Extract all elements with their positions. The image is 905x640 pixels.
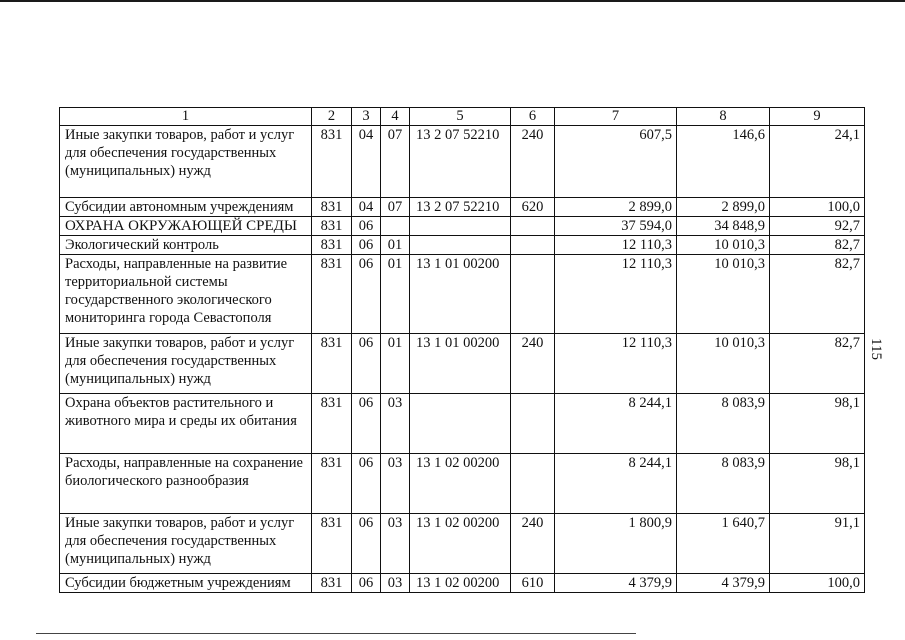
cell-executed: 34 848,9	[677, 217, 770, 236]
cell-admin-code: 831	[312, 574, 352, 593]
table-row	[60, 334, 865, 394]
cell-approved: 12 110,3	[555, 236, 677, 255]
cell-executed: 2 899,0	[677, 198, 770, 217]
cell-percent: 92,7	[770, 217, 865, 236]
cell-expense-type	[511, 217, 555, 236]
cell-expense-type: 610	[511, 574, 555, 593]
cell-name: Иные закупки товаров, работ и услуг для обеспечения государственных (муниципальных) нужд	[60, 514, 312, 574]
cell-executed: 146,6	[677, 126, 770, 198]
cell-subsection: 01	[381, 334, 410, 394]
cell-approved: 8 244,1	[555, 394, 677, 454]
cell-executed: 8 083,9	[677, 454, 770, 514]
scan-footer-line	[36, 633, 636, 634]
cell-section: 06	[352, 574, 381, 593]
cell-admin-code: 831	[312, 255, 352, 334]
cell-subsection: 03	[381, 394, 410, 454]
cell-executed: 10 010,3	[677, 236, 770, 255]
budget-table	[59, 107, 865, 593]
cell-expense-type	[511, 236, 555, 255]
col-header-1: 1	[60, 108, 312, 126]
cell-target-article: 13 1 01 00200	[410, 334, 511, 394]
cell-executed: 10 010,3	[677, 255, 770, 334]
cell-section: 06	[352, 334, 381, 394]
table-row	[60, 394, 865, 454]
cell-name: Субсидии автономным учреждениям	[60, 198, 312, 217]
table-row	[60, 454, 865, 514]
col-header-3: 3	[352, 108, 381, 126]
cell-executed: 8 083,9	[677, 394, 770, 454]
cell-percent: 82,7	[770, 334, 865, 394]
cell-subsection: 03	[381, 514, 410, 574]
cell-subsection: 01	[381, 236, 410, 255]
scan-edge-line	[0, 0, 905, 2]
cell-admin-code: 831	[312, 394, 352, 454]
cell-name: Экологический контроль	[60, 236, 312, 255]
cell-name: Расходы, направленные на развитие территориальной системы государственного экологического мониторинга города Севастополя	[60, 255, 312, 334]
cell-target-article: 13 2 07 52210	[410, 126, 511, 198]
cell-section: 06	[352, 236, 381, 255]
cell-percent: 24,1	[770, 126, 865, 198]
cell-expense-type	[511, 454, 555, 514]
cell-admin-code: 831	[312, 334, 352, 394]
cell-expense-type: 240	[511, 334, 555, 394]
cell-subsection: 01	[381, 255, 410, 334]
cell-section: 06	[352, 514, 381, 574]
cell-subsection: 07	[381, 126, 410, 198]
col-header-7: 7	[555, 108, 677, 126]
cell-name: Субсидии бюджетным учреждениям	[60, 574, 312, 593]
cell-executed: 10 010,3	[677, 334, 770, 394]
cell-name: Охрана объектов растительного и животного мира и среды их обитания	[60, 394, 312, 454]
table-row	[60, 514, 865, 574]
cell-section: 04	[352, 126, 381, 198]
table-row	[60, 574, 865, 593]
cell-name: Иные закупки товаров, работ и услуг для обеспечения государственных (муниципальных) нужд	[60, 126, 312, 198]
cell-percent: 100,0	[770, 198, 865, 217]
col-header-6: 6	[511, 108, 555, 126]
cell-percent: 82,7	[770, 255, 865, 334]
cell-expense-type	[511, 255, 555, 334]
cell-approved: 4 379,9	[555, 574, 677, 593]
page-number: 115	[868, 338, 884, 360]
cell-admin-code: 831	[312, 454, 352, 514]
header-row	[60, 108, 865, 126]
cell-name: ОХРАНА ОКРУЖАЮЩЕЙ СРЕДЫ	[60, 217, 312, 236]
cell-subsection: 03	[381, 574, 410, 593]
cell-percent: 91,1	[770, 514, 865, 574]
cell-expense-type: 240	[511, 126, 555, 198]
cell-target-article: 13 1 02 00200	[410, 574, 511, 593]
cell-target-article: 13 2 07 52210	[410, 198, 511, 217]
cell-percent: 82,7	[770, 236, 865, 255]
cell-executed: 4 379,9	[677, 574, 770, 593]
cell-name: Расходы, направленные на сохранение биологического разнообразия	[60, 454, 312, 514]
col-header-8: 8	[677, 108, 770, 126]
cell-approved: 8 244,1	[555, 454, 677, 514]
cell-expense-type: 240	[511, 514, 555, 574]
col-header-5: 5	[410, 108, 511, 126]
cell-expense-type	[511, 394, 555, 454]
col-header-2: 2	[312, 108, 352, 126]
table-row	[60, 198, 865, 217]
cell-target-article	[410, 236, 511, 255]
table-row	[60, 236, 865, 255]
cell-target-article	[410, 394, 511, 454]
cell-subsection: 07	[381, 198, 410, 217]
cell-approved: 2 899,0	[555, 198, 677, 217]
cell-subsection	[381, 217, 410, 236]
table-body	[60, 126, 865, 593]
cell-admin-code: 831	[312, 198, 352, 217]
table-row	[60, 217, 865, 236]
cell-approved: 12 110,3	[555, 334, 677, 394]
cell-target-article: 13 1 02 00200	[410, 454, 511, 514]
cell-section: 06	[352, 217, 381, 236]
cell-approved: 607,5	[555, 126, 677, 198]
table-row	[60, 126, 865, 198]
cell-expense-type: 620	[511, 198, 555, 217]
cell-admin-code: 831	[312, 126, 352, 198]
col-header-4: 4	[381, 108, 410, 126]
cell-percent: 100,0	[770, 574, 865, 593]
cell-admin-code: 831	[312, 514, 352, 574]
cell-target-article: 13 1 01 00200	[410, 255, 511, 334]
cell-approved: 12 110,3	[555, 255, 677, 334]
table-row	[60, 255, 865, 334]
cell-name: Иные закупки товаров, работ и услуг для обеспечения государственных (муниципальных) нужд	[60, 334, 312, 394]
cell-section: 04	[352, 198, 381, 217]
cell-approved: 1 800,9	[555, 514, 677, 574]
cell-target-article: 13 1 02 00200	[410, 514, 511, 574]
cell-admin-code: 831	[312, 217, 352, 236]
cell-section: 06	[352, 255, 381, 334]
cell-admin-code: 831	[312, 236, 352, 255]
col-header-9: 9	[770, 108, 865, 126]
cell-subsection: 03	[381, 454, 410, 514]
cell-section: 06	[352, 394, 381, 454]
cell-percent: 98,1	[770, 394, 865, 454]
cell-target-article	[410, 217, 511, 236]
cell-section: 06	[352, 454, 381, 514]
cell-approved: 37 594,0	[555, 217, 677, 236]
cell-executed: 1 640,7	[677, 514, 770, 574]
cell-percent: 98,1	[770, 454, 865, 514]
